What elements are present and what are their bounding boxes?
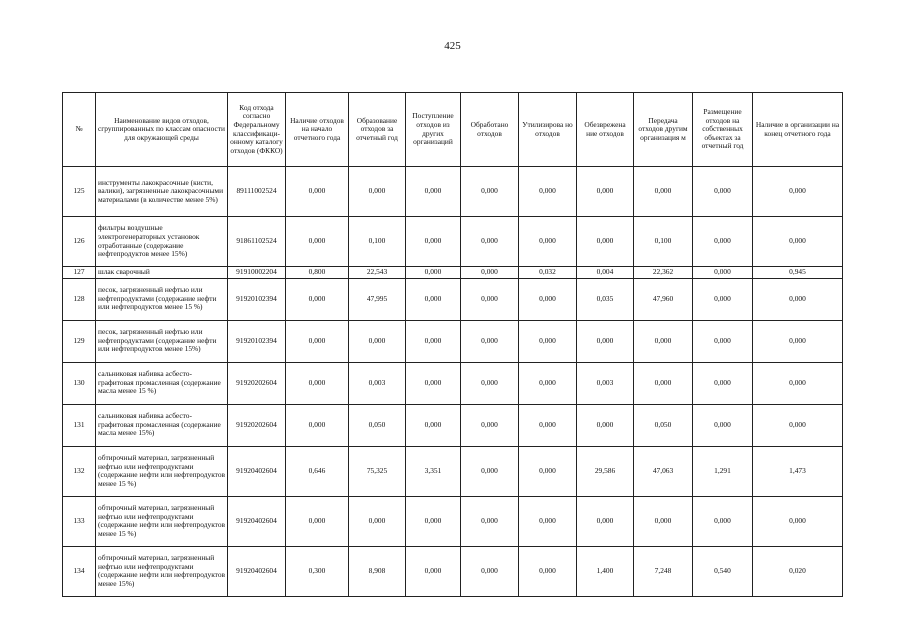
value-cell: 0,000 bbox=[519, 320, 577, 362]
value-cell: 0,646 bbox=[286, 446, 349, 496]
value-cell: 0,000 bbox=[519, 496, 577, 546]
value-cell: 0,000 bbox=[753, 496, 843, 546]
value-cell: 22,362 bbox=[634, 267, 693, 279]
value-cell: 0,000 bbox=[406, 362, 461, 404]
fkko-code: 91920102394 bbox=[228, 278, 286, 320]
table-row bbox=[63, 167, 843, 217]
value-cell: 0,000 bbox=[286, 320, 349, 362]
value-cell: 0,000 bbox=[577, 217, 634, 267]
value-cell: 0,050 bbox=[349, 404, 406, 446]
fkko-code: 91920402604 bbox=[228, 446, 286, 496]
value-cell: 0,800 bbox=[286, 267, 349, 279]
value-cell: 0,000 bbox=[693, 496, 753, 546]
waste-name: инструменты лакокрасочные (кисти, валики), загрязненные лакокрасочными материалами (в количестве менее 5%) bbox=[96, 167, 228, 217]
waste-name: обтирочный материал, загрязненный нефтью или нефтепродуктами (содержание нефти или нефтепродуктов менее 15 %) bbox=[96, 496, 228, 546]
value-cell: 0,000 bbox=[406, 546, 461, 596]
column-header: Обезврежена ние отходов bbox=[577, 93, 634, 167]
value-cell: 0,000 bbox=[406, 217, 461, 267]
row-number: 133 bbox=[63, 496, 96, 546]
row-number: 131 bbox=[63, 404, 96, 446]
value-cell: 0,000 bbox=[461, 167, 519, 217]
column-header: Наименование видов отходов, сгруппированных по классам опасности для окружающей среды bbox=[96, 93, 228, 167]
value-cell: 0,000 bbox=[406, 267, 461, 279]
value-cell: 0,000 bbox=[693, 267, 753, 279]
value-cell: 0,000 bbox=[693, 320, 753, 362]
value-cell: 0,000 bbox=[634, 320, 693, 362]
value-cell: 0,000 bbox=[349, 496, 406, 546]
table-row bbox=[63, 267, 843, 279]
table-row bbox=[63, 320, 843, 362]
fkko-code: 91920202604 bbox=[228, 362, 286, 404]
value-cell: 0,000 bbox=[286, 496, 349, 546]
row-number: 128 bbox=[63, 278, 96, 320]
value-cell: 47,995 bbox=[349, 278, 406, 320]
value-cell: 7,248 bbox=[634, 546, 693, 596]
value-cell: 0,000 bbox=[519, 404, 577, 446]
value-cell: 0,000 bbox=[461, 267, 519, 279]
row-number: 126 bbox=[63, 217, 96, 267]
value-cell: 0,000 bbox=[349, 167, 406, 217]
value-cell: 0,000 bbox=[286, 278, 349, 320]
header-row bbox=[63, 93, 843, 167]
fkko-code: 89111002524 bbox=[228, 167, 286, 217]
value-cell: 0,000 bbox=[286, 404, 349, 446]
page-number: 425 bbox=[444, 40, 461, 52]
value-cell: 0,000 bbox=[286, 167, 349, 217]
value-cell: 0,003 bbox=[349, 362, 406, 404]
value-cell: 0,000 bbox=[753, 404, 843, 446]
value-cell: 0,000 bbox=[753, 278, 843, 320]
value-cell: 0,003 bbox=[577, 362, 634, 404]
value-cell: 0,945 bbox=[753, 267, 843, 279]
value-cell: 3,351 bbox=[406, 446, 461, 496]
waste-name: обтирочный материал, загрязненный нефтью или нефтепродуктами (содержание нефти или нефтепродуктов менее 15 %) bbox=[96, 446, 228, 496]
value-cell: 0,000 bbox=[461, 362, 519, 404]
value-cell: 0,020 bbox=[753, 546, 843, 596]
value-cell: 0,000 bbox=[519, 278, 577, 320]
value-cell: 47,960 bbox=[634, 278, 693, 320]
value-cell: 0,000 bbox=[406, 320, 461, 362]
fkko-code: 91920202604 bbox=[228, 404, 286, 446]
column-header: Код отхода согласно Федеральному классификаци-онному каталогу отходов (ФККО) bbox=[228, 93, 286, 167]
value-cell: 8,908 bbox=[349, 546, 406, 596]
value-cell: 0,000 bbox=[461, 546, 519, 596]
value-cell: 0,000 bbox=[461, 320, 519, 362]
value-cell: 0,000 bbox=[519, 546, 577, 596]
row-number: 130 bbox=[63, 362, 96, 404]
waste-name: обтирочный материал, загрязненный нефтью или нефтепродуктами (содержание нефти или нефтепродуктов менее 15%) bbox=[96, 546, 228, 596]
fkko-code: 91910002204 bbox=[228, 267, 286, 279]
column-header: Обработано отходов bbox=[461, 93, 519, 167]
fkko-code: 91861102524 bbox=[228, 217, 286, 267]
value-cell: 0,035 bbox=[577, 278, 634, 320]
value-cell: 0,032 bbox=[519, 267, 577, 279]
value-cell: 0,004 bbox=[577, 267, 634, 279]
value-cell: 0,000 bbox=[519, 217, 577, 267]
value-cell: 0,000 bbox=[406, 496, 461, 546]
table-row bbox=[63, 496, 843, 546]
value-cell: 0,300 bbox=[286, 546, 349, 596]
table-row bbox=[63, 217, 843, 267]
value-cell: 0,000 bbox=[634, 167, 693, 217]
table-row bbox=[63, 362, 843, 404]
column-header: № bbox=[63, 93, 96, 167]
value-cell: 1,400 bbox=[577, 546, 634, 596]
value-cell: 0,000 bbox=[693, 167, 753, 217]
value-cell: 0,540 bbox=[693, 546, 753, 596]
waste-name: песок, загрязненный нефтью или нефтепродуктами (содержание нефти или нефтепродуктов менее 15 %) bbox=[96, 278, 228, 320]
column-header: Утилизирова но отходов bbox=[519, 93, 577, 167]
column-header: Размещение отходов на собственных объектах за отчетный год bbox=[693, 93, 753, 167]
value-cell: 0,100 bbox=[634, 217, 693, 267]
value-cell: 0,000 bbox=[693, 404, 753, 446]
value-cell: 0,000 bbox=[577, 496, 634, 546]
fkko-code: 91920102394 bbox=[228, 320, 286, 362]
value-cell: 0,000 bbox=[693, 362, 753, 404]
value-cell: 0,000 bbox=[461, 496, 519, 546]
column-header: Поступление отходов из других организаций bbox=[406, 93, 461, 167]
value-cell: 1,473 bbox=[753, 446, 843, 496]
table-row bbox=[63, 546, 843, 596]
value-cell: 0,000 bbox=[753, 320, 843, 362]
waste-name: фильтры воздушные электрогенераторных установок отработанные (содержание нефтепродуктов менее 15%) bbox=[96, 217, 228, 267]
value-cell: 0,000 bbox=[753, 362, 843, 404]
value-cell: 0,000 bbox=[634, 496, 693, 546]
row-number: 129 bbox=[63, 320, 96, 362]
value-cell: 0,000 bbox=[461, 217, 519, 267]
value-cell: 0,000 bbox=[461, 446, 519, 496]
waste-table bbox=[62, 92, 843, 597]
value-cell: 0,100 bbox=[349, 217, 406, 267]
table-row bbox=[63, 404, 843, 446]
row-number: 127 bbox=[63, 267, 96, 279]
column-header: Передача отходов другим организация м bbox=[634, 93, 693, 167]
value-cell: 0,000 bbox=[406, 278, 461, 320]
value-cell: 0,000 bbox=[519, 167, 577, 217]
value-cell: 22,543 bbox=[349, 267, 406, 279]
waste-name: сальниковая набивка асбесто-графитовая промасленная (содержание масла менее 15 %) bbox=[96, 362, 228, 404]
value-cell: 0,000 bbox=[753, 217, 843, 267]
column-header: Наличие в организации на конец отчетного года bbox=[753, 93, 843, 167]
value-cell: 0,000 bbox=[577, 167, 634, 217]
value-cell: 0,000 bbox=[577, 320, 634, 362]
value-cell: 47,063 bbox=[634, 446, 693, 496]
column-header: Наличие отходов на начало отчетного года bbox=[286, 93, 349, 167]
value-cell: 0,000 bbox=[753, 167, 843, 217]
value-cell: 0,000 bbox=[286, 217, 349, 267]
table-row bbox=[63, 278, 843, 320]
value-cell: 0,000 bbox=[693, 217, 753, 267]
value-cell: 0,000 bbox=[577, 404, 634, 446]
waste-name: песок, загрязненный нефтью или нефтепродуктами (содержание нефти или нефтепродуктов менее 15%) bbox=[96, 320, 228, 362]
waste-name: шлак сварочный bbox=[96, 267, 228, 279]
value-cell: 0,000 bbox=[461, 278, 519, 320]
row-number: 125 bbox=[63, 167, 96, 217]
table-row bbox=[63, 446, 843, 496]
value-cell: 75,325 bbox=[349, 446, 406, 496]
value-cell: 0,050 bbox=[634, 404, 693, 446]
value-cell: 0,000 bbox=[519, 446, 577, 496]
fkko-code: 91920402604 bbox=[228, 546, 286, 596]
column-header: Образование отходов за отчетный год bbox=[349, 93, 406, 167]
value-cell: 29,586 bbox=[577, 446, 634, 496]
value-cell: 0,000 bbox=[461, 404, 519, 446]
row-number: 132 bbox=[63, 446, 96, 496]
value-cell: 0,000 bbox=[634, 362, 693, 404]
value-cell: 1,291 bbox=[693, 446, 753, 496]
fkko-code: 91920402604 bbox=[228, 496, 286, 546]
value-cell: 0,000 bbox=[286, 362, 349, 404]
value-cell: 0,000 bbox=[693, 278, 753, 320]
value-cell: 0,000 bbox=[406, 167, 461, 217]
row-number: 134 bbox=[63, 546, 96, 596]
value-cell: 0,000 bbox=[406, 404, 461, 446]
value-cell: 0,000 bbox=[519, 362, 577, 404]
waste-name: сальниковая набивка асбесто-графитовая промасленная (содержание масла менее 15%) bbox=[96, 404, 228, 446]
value-cell: 0,000 bbox=[349, 320, 406, 362]
